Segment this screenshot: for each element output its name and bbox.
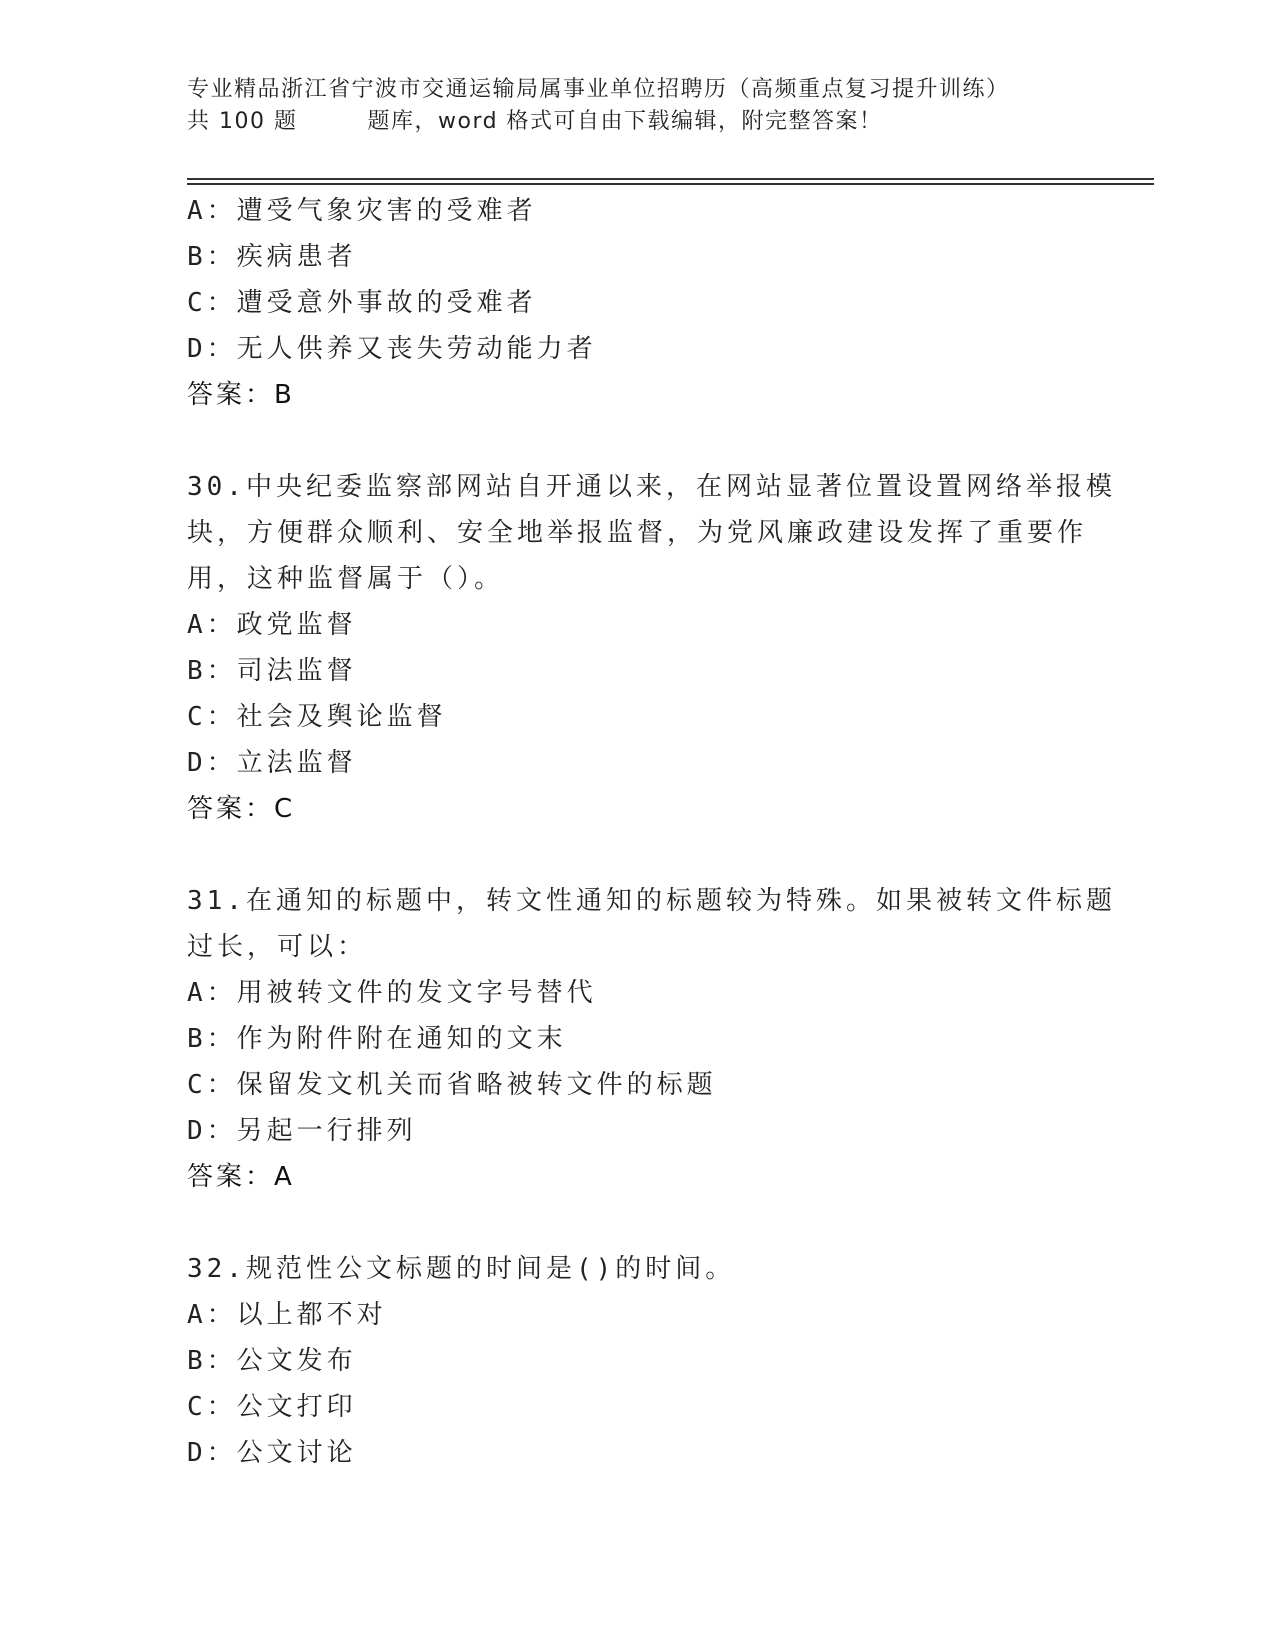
option-b: B：公文发布	[187, 1346, 357, 1376]
option-c: C：遭受意外事故的受难者	[187, 288, 537, 318]
answer: 答案：A	[187, 1162, 295, 1192]
stem-line: 用，这种监督属于（）。	[187, 564, 505, 594]
option-a: A：用被转文件的发文字号替代	[187, 978, 597, 1008]
option-a: A：政党监督	[187, 610, 357, 640]
header-subtitle-line	[187, 106, 1087, 138]
header-divider-top	[187, 178, 1154, 180]
option-d: D：另起一行排列	[187, 1116, 417, 1146]
option-d: D：立法监督	[187, 748, 357, 778]
stem-line: 块，方便群众顺利、安全地举报监督，为党风廉政建设发挥了重要作	[187, 518, 1088, 548]
option-d: D：公文讨论	[187, 1438, 357, 1468]
option-b: B：疾病患者	[187, 242, 357, 272]
stem-line: 31.在通知的标题中，转文性通知的标题较为特殊。如果被转文件标题	[187, 886, 1116, 916]
option-a: A：以上都不对	[187, 1300, 387, 1330]
option-b: B：作为附件附在通知的文末	[187, 1024, 567, 1054]
header-divider-bottom	[187, 183, 1154, 185]
option-d: D：无人供养又丧失劳动能力者	[187, 334, 597, 364]
option-c: C：保留发文机关而省略被转文件的标题	[187, 1070, 717, 1100]
question-32	[187, 1246, 1087, 1476]
question-list	[187, 188, 1116, 1476]
question-stem	[187, 1246, 1087, 1292]
header-description: 题库，word 格式可自由下载编辑，附完整答案！	[367, 109, 883, 134]
question-stem	[187, 464, 1116, 602]
question-30	[187, 464, 1116, 832]
answer: 答案：C	[187, 794, 296, 824]
question-stem	[187, 878, 1116, 970]
header-title-line: 专业精品浙江省宁波市交通运输局属事业单位招聘历（高频重点复习提升训练）	[187, 77, 1010, 102]
question-count: 共 100 题	[187, 109, 298, 134]
stem-line: 过长，可以：	[187, 932, 368, 962]
stem-line: 30.中央纪委监察部网站自开通以来，在网站显著位置设置网络举报模	[187, 472, 1116, 502]
stem-line: 32.规范性公文标题的时间是()的时间。	[187, 1254, 736, 1284]
option-b: B：司法监督	[187, 656, 357, 686]
question-29	[187, 188, 1087, 418]
document-header	[187, 74, 1087, 138]
option-c: C：公文打印	[187, 1392, 357, 1422]
option-a: A：遭受气象灾害的受难者	[187, 196, 537, 226]
option-c: C：社会及舆论监督	[187, 702, 447, 732]
question-31	[187, 878, 1116, 1200]
answer: 答案：B	[187, 380, 295, 410]
